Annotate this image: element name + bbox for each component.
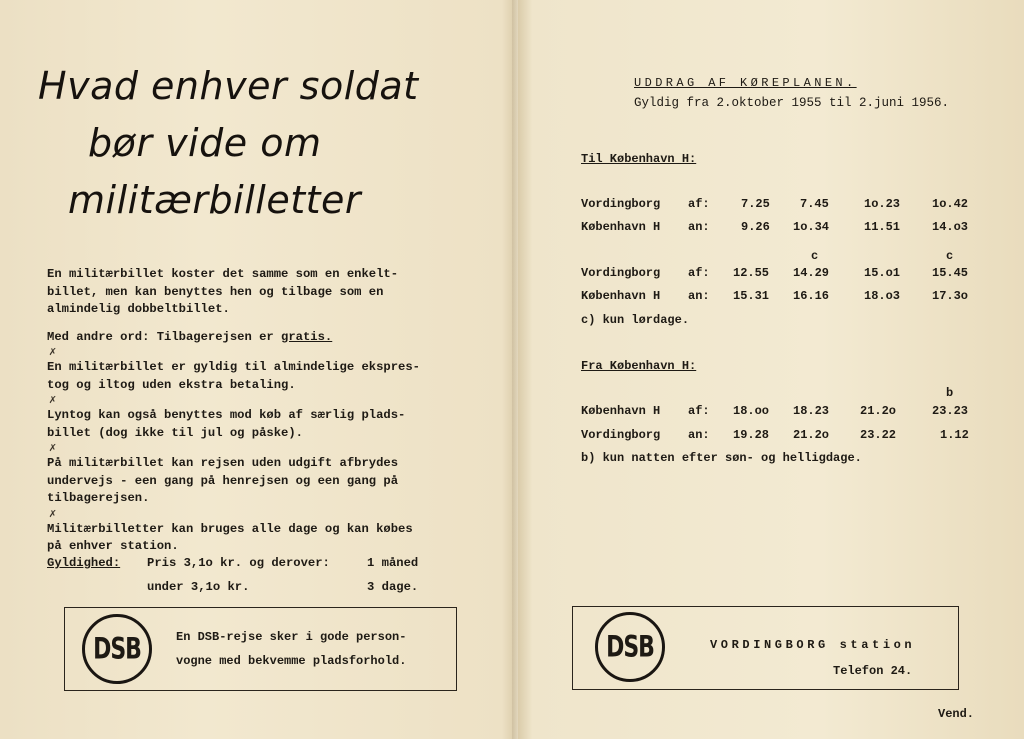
paragraph-free-return <box>47 329 467 347</box>
time-cell: 18.oo <box>733 404 770 418</box>
paragraph-interrupt: På militærbillet kan rejsen uden udgift afbrydes undervejs - een gang på henrejsen og een gang på tilbagerejsen. <box>47 456 399 505</box>
time-cell: 21.2o <box>860 404 897 418</box>
station-name: Vordingborg <box>581 197 661 211</box>
departure-arrival: an: <box>688 220 710 234</box>
time-cell: 14.o3 <box>932 220 969 234</box>
time-cell: 7.45 <box>800 197 829 211</box>
time-cell: 15.o1 <box>864 266 901 280</box>
title-line-3: militærbilletter <box>68 178 361 222</box>
time-cell: 1o.34 <box>793 220 830 234</box>
departure-arrival: an: <box>688 289 710 303</box>
footnote-b: b) kun natten efter søn- og helligdage. <box>581 451 862 465</box>
free-word: gratis. <box>281 329 333 344</box>
title-line-1: Hvad enhver soldat <box>38 64 419 108</box>
footnote-c: c) kun lørdage. <box>581 313 690 327</box>
validity-condition: under 3,1o kr. <box>147 580 250 594</box>
time-cell: 14.29 <box>793 266 830 280</box>
departure-arrival: af: <box>688 266 710 280</box>
time-cell: 15.45 <box>932 266 969 280</box>
validity-row <box>47 575 437 599</box>
time-cell: 23.22 <box>860 428 897 442</box>
center-fold <box>512 0 518 739</box>
turn-over-note: Vend. <box>938 707 975 721</box>
time-cell: 18.23 <box>793 404 830 418</box>
time-cell: 12.55 <box>733 266 770 280</box>
validity-label: Gyldighed: <box>47 556 121 570</box>
station-name: København H <box>581 289 661 303</box>
timetable-heading: UDDRAG AF KØREPLANEN. <box>634 76 857 90</box>
paragraph-all-days: Militærbilletter kan bruges alle dage og kan købes på enhver station. <box>47 521 413 553</box>
station-name: Vordingborg <box>581 428 661 442</box>
time-cell: 16.16 <box>793 289 830 303</box>
time-cell: 23.23 <box>932 404 969 418</box>
dsb-info-box <box>64 607 457 691</box>
section-title-to: Til København H: <box>581 152 697 166</box>
info-text <box>47 266 467 556</box>
time-cell: 1o.42 <box>932 197 969 211</box>
paragraph-express: En militærbillet er gyldig til almindelige ekspres- tog og iltog uden ekstra betaling. <box>47 360 420 392</box>
dsb-logo: DSB <box>82 614 152 684</box>
star-mark-3: ✗ <box>49 441 57 455</box>
section-title-from: Fra København H: <box>581 359 697 373</box>
free-line-prefix: Med andre ord: Tilbagerejsen er <box>47 329 282 344</box>
station-phone: Telefon 24. <box>833 664 913 678</box>
station-name-label: VORDINGBORG station <box>710 638 916 652</box>
time-cell: 11.51 <box>864 220 901 234</box>
departure-arrival: af: <box>688 404 710 418</box>
title-line-2: bør vide om <box>88 121 322 165</box>
validity-period: 1 måned <box>367 556 419 570</box>
time-cell: 19.28 <box>733 428 770 442</box>
dsb-logo-right: DSB <box>595 612 665 682</box>
time-cell: 21.2o <box>793 428 830 442</box>
time-cell: 1o.23 <box>864 197 901 211</box>
station-name: København H <box>581 404 661 418</box>
star-mark-1: ✗ <box>49 345 57 359</box>
station-name: Vordingborg <box>581 266 661 280</box>
validity-table <box>47 551 437 599</box>
footnote-mark: b <box>946 386 954 400</box>
paragraph-price: En militærbillet koster det samme som en enkelt- billet, men kan benyttes hen og tilbage som en almindelig dobbeltbillet. <box>47 267 399 316</box>
leaflet-title <box>38 58 458 229</box>
time-cell: 17.3o <box>932 289 969 303</box>
footnote-mark: c <box>946 249 954 263</box>
validity-period: 3 dage. <box>367 580 419 594</box>
departure-arrival: an: <box>688 428 710 442</box>
station-name: København H <box>581 220 661 234</box>
departure-arrival: af: <box>688 197 710 211</box>
star-mark-4: ✗ <box>49 506 57 521</box>
time-cell: 7.25 <box>741 197 770 211</box>
dsb-slogan: En DSB-rejse sker i gode person- vogne med bekvemme pladsforhold. <box>176 630 407 668</box>
paragraph-lyntog: Lyntog kan også benyttes mod køb af særlig plads- billet (dog ikke til jul og påske). <box>47 408 406 440</box>
validity-row <box>47 551 437 575</box>
station-box <box>572 606 959 690</box>
validity-condition: Pris 3,1o kr. og derover: <box>147 556 330 570</box>
footnote-mark: c <box>811 249 819 263</box>
time-cell: 15.31 <box>733 289 770 303</box>
star-mark-2: ✗ <box>49 393 57 407</box>
time-cell: 18.o3 <box>864 289 901 303</box>
timetable-validity: Gyldig fra 2.oktober 1955 til 2.juni 1956. <box>634 96 950 110</box>
time-cell: 9.26 <box>741 220 770 234</box>
time-cell: 1.12 <box>940 428 969 442</box>
